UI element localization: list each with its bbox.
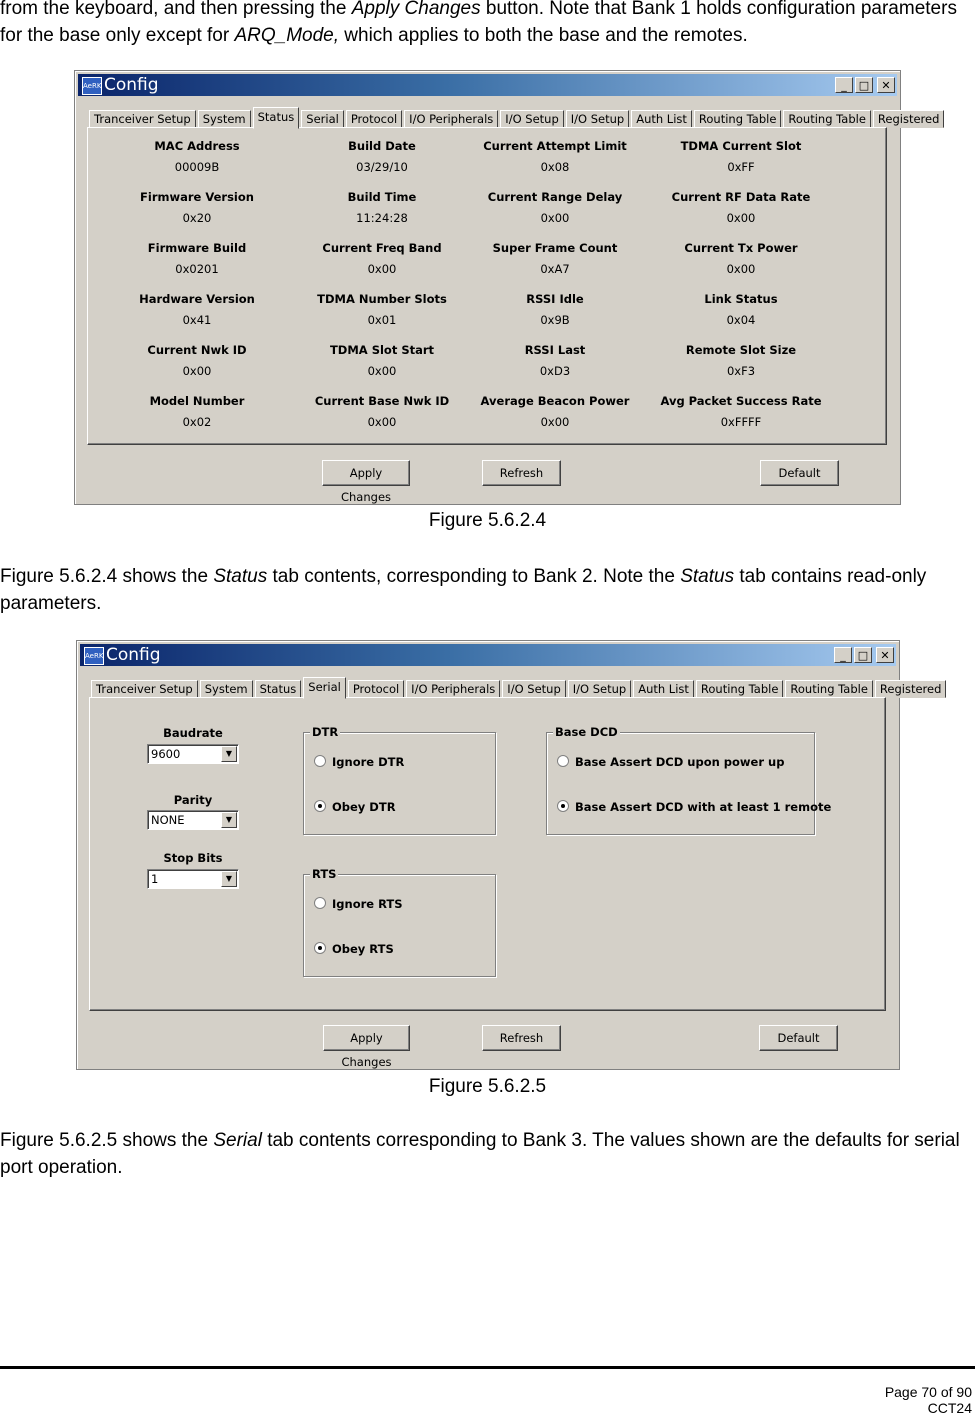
status-field xyxy=(287,241,477,276)
tab-routing-table-1[interactable]: Routing Table xyxy=(696,680,784,698)
field-value: 0x08 xyxy=(540,160,570,174)
close-button[interactable]: ✕ xyxy=(877,77,895,93)
tab-system[interactable]: System xyxy=(200,680,253,698)
intro-text-1: from the keyboard, and then pressing the xyxy=(0,0,352,19)
field-label: Remote Slot Size xyxy=(685,343,797,357)
field-label: MAC Address xyxy=(154,139,240,153)
status-field xyxy=(646,241,836,276)
baudrate-select[interactable] xyxy=(147,744,239,764)
stop-bits-value: 1 xyxy=(151,872,159,886)
field-label: TDMA Number Slots xyxy=(317,292,447,306)
assert-dcd-remote-radio[interactable] xyxy=(557,800,831,814)
radio-button-icon xyxy=(314,897,326,909)
status-field xyxy=(460,241,650,276)
field-value: 0x04 xyxy=(726,313,756,327)
field-value: 0x0201 xyxy=(175,262,219,276)
rts-group-title: RTS xyxy=(312,867,337,881)
tab-auth-list[interactable]: Auth List xyxy=(633,680,694,698)
minimize-button[interactable]: _ xyxy=(834,647,852,663)
app-icon: AeRK xyxy=(82,77,102,95)
apply-changes-button[interactable]: Apply Changes xyxy=(323,1025,410,1051)
status-field xyxy=(287,292,477,327)
ignore-dtr-label: Ignore DTR xyxy=(332,755,405,769)
status-field xyxy=(646,343,836,378)
field-label: Build Time xyxy=(347,190,417,204)
field-value: 0x00 xyxy=(540,415,570,429)
base-dcd-group-title: Base DCD xyxy=(555,725,618,739)
field-value: 0xA7 xyxy=(540,262,570,276)
field-label: Firmware Build xyxy=(147,241,247,255)
config-window-status xyxy=(74,70,940,505)
parity-select[interactable] xyxy=(147,810,239,830)
default-button[interactable]: Default xyxy=(759,1025,838,1051)
title-bar xyxy=(80,644,896,666)
tab-io-setup-2[interactable]: I/O Setup xyxy=(568,680,631,698)
tab-routing-table-2[interactable]: Routing Table xyxy=(783,110,871,128)
field-label: Current Freq Band xyxy=(322,241,442,255)
field-label: Super Frame Count xyxy=(492,241,618,255)
tab-routing-table-2[interactable]: Routing Table xyxy=(785,680,873,698)
field-value: 03/29/10 xyxy=(356,160,408,174)
rts-group xyxy=(303,867,496,977)
closing-text-1: Figure 5.6.2.5 shows the xyxy=(0,1130,214,1151)
chevron-down-icon[interactable]: ▼ xyxy=(221,812,237,828)
middle-text-1: Figure 5.6.2.4 shows the xyxy=(0,566,214,587)
tab-io-setup-2[interactable]: I/O Setup xyxy=(566,110,629,128)
status-field xyxy=(102,190,292,225)
field-label: Firmware Version xyxy=(140,190,254,204)
field-value: 0x00 xyxy=(367,262,397,276)
field-value: 0xFF xyxy=(727,160,755,174)
maximize-button[interactable]: □ xyxy=(854,647,872,663)
stop-bits-label: Stop Bits xyxy=(163,851,223,865)
closing-emphasis-serial: Serial xyxy=(213,1130,262,1151)
chevron-down-icon[interactable]: ▼ xyxy=(221,746,237,762)
status-field xyxy=(646,139,836,174)
tab-serial[interactable]: Serial xyxy=(301,110,344,128)
intro-text-3: which applies to both the base and the remotes. xyxy=(339,25,748,46)
obey-dtr-radio[interactable] xyxy=(314,800,396,814)
status-field xyxy=(646,190,836,225)
intro-emphasis-apply-changes: Apply Changes xyxy=(351,0,481,19)
obey-rts-radio[interactable] xyxy=(314,942,394,956)
middle-text-2: tab contents, corresponding to Bank 2. Note the xyxy=(267,566,681,587)
tab-strip xyxy=(89,108,946,128)
field-label: Link Status xyxy=(704,292,778,306)
field-value: 11:24:28 xyxy=(356,211,408,225)
status-panel xyxy=(87,127,887,445)
field-label: Current RF Data Rate xyxy=(671,190,811,204)
figure-caption-1: Figure 5.6.2.4 xyxy=(428,510,547,531)
ignore-dtr-radio[interactable] xyxy=(314,755,404,769)
minimize-button[interactable]: _ xyxy=(835,77,853,93)
status-field xyxy=(287,343,477,378)
field-label: TDMA Slot Start xyxy=(329,343,435,357)
status-field xyxy=(460,292,650,327)
figure-caption-2: Figure 5.6.2.5 xyxy=(428,1076,547,1097)
obey-rts-label: Obey RTS xyxy=(332,942,394,956)
chevron-down-icon[interactable]: ▼ xyxy=(221,871,237,887)
tab-tranceiver-setup[interactable]: Tranceiver Setup xyxy=(91,680,198,698)
baudrate-label: Baudrate xyxy=(163,726,223,740)
tab-serial[interactable]: Serial xyxy=(303,677,346,699)
tab-io-peripherals[interactable]: I/O Peripherals xyxy=(406,680,500,698)
apply-changes-button[interactable]: Apply Changes xyxy=(322,460,410,486)
middle-emphasis-status-1: Status xyxy=(213,566,268,587)
status-field xyxy=(287,139,477,174)
tab-status[interactable]: Status xyxy=(253,107,300,129)
radio-button-selected-icon xyxy=(314,800,326,812)
field-value: 0x00 xyxy=(540,211,570,225)
baudrate-value: 9600 xyxy=(151,747,181,761)
field-value: 0x00 xyxy=(726,262,756,276)
field-value: 0x41 xyxy=(182,313,212,327)
status-field xyxy=(460,343,650,378)
status-field xyxy=(460,139,650,174)
field-value: 0xFFFF xyxy=(720,415,762,429)
field-value: 0x9B xyxy=(540,313,570,327)
field-value: 0xD3 xyxy=(539,364,571,378)
parity-label: Parity xyxy=(173,793,213,807)
tab-protocol[interactable]: Protocol xyxy=(346,110,402,128)
intro-text-2: button. Note that Bank 1 holds configuration parameters for the base only except for xyxy=(0,0,957,46)
field-label: Average Beacon Power xyxy=(480,394,630,408)
field-value: 0x00 xyxy=(726,211,756,225)
status-field xyxy=(102,139,292,174)
field-label: Model Number xyxy=(149,394,245,408)
tab-io-peripherals[interactable]: I/O Peripherals xyxy=(404,110,498,128)
field-value: 0x20 xyxy=(182,211,212,225)
window-title: Config xyxy=(104,75,159,95)
status-field xyxy=(460,394,650,429)
parity-value: NONE xyxy=(151,813,185,827)
tab-registered[interactable]: Registered xyxy=(875,680,946,698)
refresh-button[interactable]: Refresh xyxy=(482,460,561,486)
radio-button-icon xyxy=(314,755,326,767)
status-field xyxy=(287,394,477,429)
field-label: Current Attempt Limit xyxy=(483,139,627,153)
field-label: Build Date xyxy=(348,139,416,153)
document-id: CCT24 xyxy=(927,1400,972,1416)
tab-registered[interactable]: Registered xyxy=(873,110,944,128)
status-field xyxy=(102,394,292,429)
status-field xyxy=(646,394,836,429)
middle-emphasis-status-2: Status xyxy=(680,566,735,587)
app-icon: AeRK xyxy=(84,647,104,665)
closing-text-2: tab contents corresponding to Bank 3. The values shown are the defaults for serial port operation. xyxy=(0,1130,960,1178)
field-label: Hardware Version xyxy=(139,292,255,306)
intro-emphasis-arq-mode: ARQ_Mode, xyxy=(234,25,340,46)
tab-system[interactable]: System xyxy=(198,110,251,128)
tab-io-setup-1[interactable]: I/O Setup xyxy=(500,110,563,128)
field-label: Current Range Delay xyxy=(487,190,623,204)
field-value: 00009B xyxy=(174,160,220,174)
window-title: Config xyxy=(106,645,161,665)
intro-paragraph xyxy=(0,0,975,49)
assert-dcd-remote-label: Base Assert DCD with at least 1 remote xyxy=(575,800,832,814)
page-number: Page 70 of 90 xyxy=(884,1384,972,1400)
tab-protocol[interactable]: Protocol xyxy=(348,680,404,698)
dtr-group xyxy=(303,725,496,835)
dtr-group-title: DTR xyxy=(312,725,339,739)
assert-dcd-power-up-radio[interactable] xyxy=(557,755,784,769)
status-field xyxy=(460,190,650,225)
radio-button-icon xyxy=(557,755,569,767)
field-label: Avg Packet Success Rate xyxy=(660,394,822,408)
tab-tranceiver-setup[interactable]: Tranceiver Setup xyxy=(89,110,196,128)
radio-button-selected-icon xyxy=(557,800,569,812)
field-value: 0x00 xyxy=(182,364,212,378)
tab-io-setup-1[interactable]: I/O Setup xyxy=(502,680,565,698)
ignore-rts-radio[interactable] xyxy=(314,897,403,911)
serial-panel xyxy=(89,697,886,1011)
field-value: 0x02 xyxy=(182,415,212,429)
middle-text-3: tab contains read-only parameters. xyxy=(0,566,927,614)
field-label: Current Base Nwk ID xyxy=(314,394,450,408)
close-button[interactable]: ✕ xyxy=(876,647,894,663)
field-label: RSSI Idle xyxy=(526,292,584,306)
field-value: 0xF3 xyxy=(726,364,756,378)
status-field xyxy=(102,292,292,327)
obey-dtr-label: Obey DTR xyxy=(332,800,396,814)
tab-strip xyxy=(91,678,948,698)
field-label: RSSI Last xyxy=(524,343,586,357)
default-button[interactable]: Default xyxy=(760,460,839,486)
field-label: Current Tx Power xyxy=(684,241,798,255)
tab-auth-list[interactable]: Auth List xyxy=(631,110,692,128)
footer-rule xyxy=(0,1366,975,1369)
tab-status[interactable]: Status xyxy=(255,680,302,698)
field-value: 0x00 xyxy=(367,415,397,429)
status-field xyxy=(102,343,292,378)
base-dcd-group xyxy=(546,725,832,835)
middle-paragraph xyxy=(0,563,975,617)
config-window-serial xyxy=(76,640,942,1070)
maximize-button[interactable]: □ xyxy=(855,77,873,93)
status-field xyxy=(102,241,292,276)
closing-paragraph xyxy=(0,1127,975,1181)
field-label: TDMA Current Slot xyxy=(680,139,802,153)
field-label: Current Nwk ID xyxy=(147,343,247,357)
status-field xyxy=(646,292,836,327)
field-value: 0x01 xyxy=(367,313,397,327)
ignore-rts-label: Ignore RTS xyxy=(332,897,403,911)
assert-dcd-power-up-label: Base Assert DCD upon power up xyxy=(575,755,785,769)
status-field xyxy=(287,190,477,225)
field-value: 0x00 xyxy=(367,364,397,378)
radio-button-selected-icon xyxy=(314,942,326,954)
tab-routing-table-1[interactable]: Routing Table xyxy=(694,110,782,128)
refresh-button[interactable]: Refresh xyxy=(482,1025,561,1051)
stop-bits-select[interactable] xyxy=(147,869,239,889)
title-bar xyxy=(78,74,897,96)
